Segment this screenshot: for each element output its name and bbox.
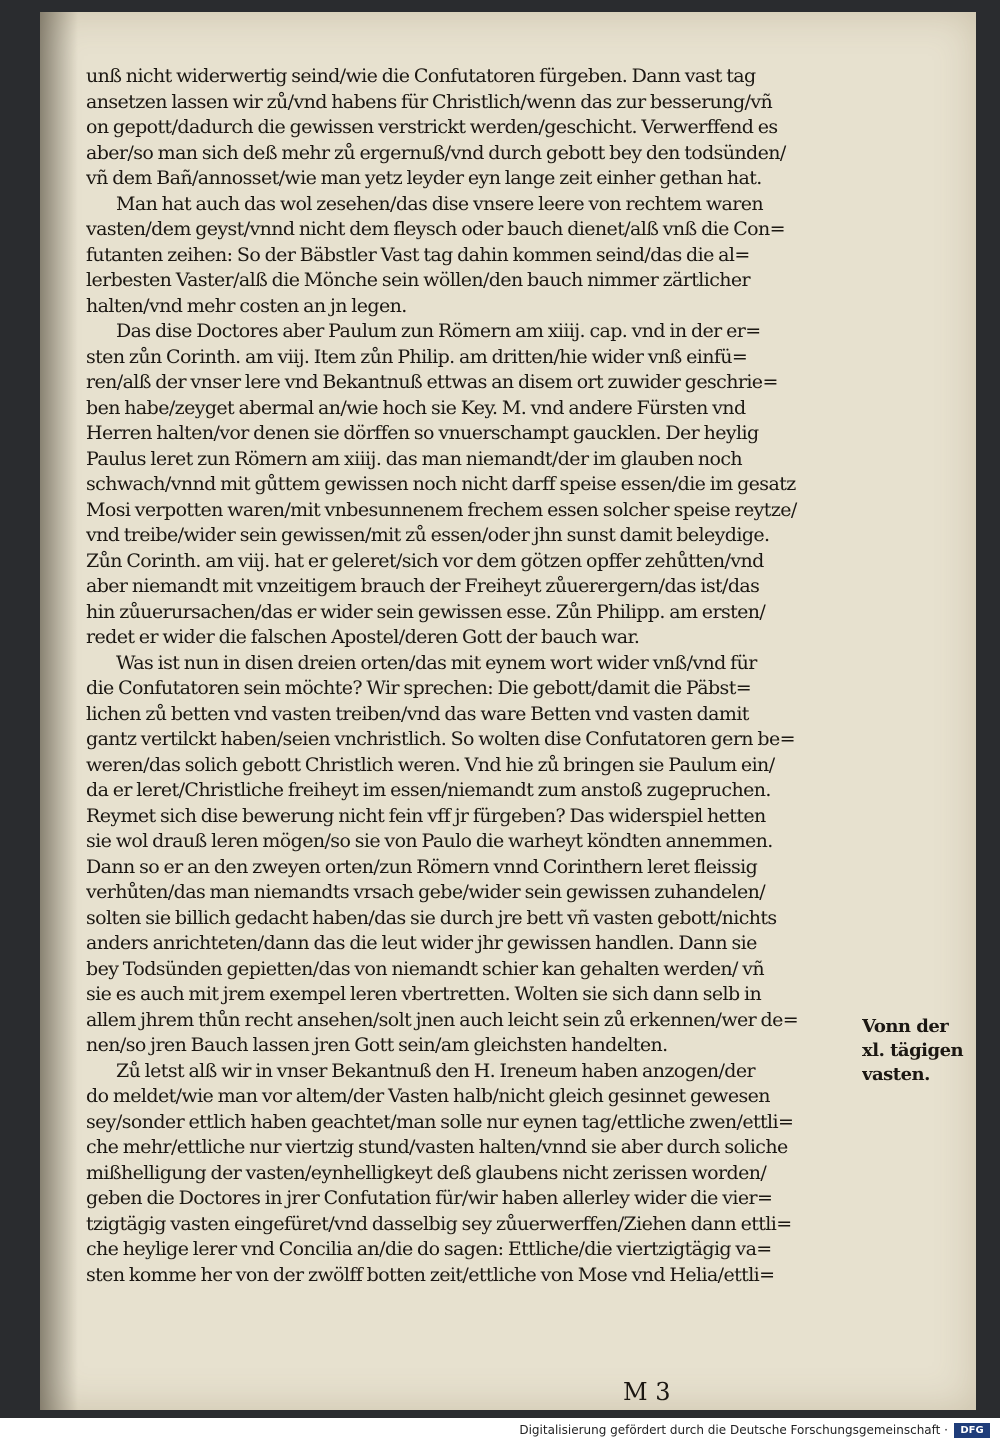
- text-line: Zůn Corinth. am viij. hat er geleret/sich vor dem götzen opffer zehůtten/vnd: [86, 549, 764, 572]
- marginal-note: [862, 1015, 972, 1087]
- text-line: weren/das solich gebott Christlich weren. Vnd hie zů bringen sie Paulum ein/: [86, 753, 775, 776]
- book-page: [40, 12, 976, 1410]
- text-line: vasten/dem geyst/vnnd nicht dem fleysch oder bauch dienet/alß vnß die Con=: [86, 218, 785, 240]
- text-line: Das dise Doctores aber Paulum zun Römern am xiiij. cap. vnd in der er=: [116, 320, 761, 342]
- body-text: [86, 64, 856, 1288]
- text-line: schwach/vnnd mit gůttem gewissen noch nicht darff speise essen/die im gesatz: [86, 473, 796, 495]
- text-line: nen/so jren Bauch lassen jren Gott sein/am gleichsten handelten.: [86, 1034, 668, 1056]
- digitization-footer: [0, 1418, 1000, 1443]
- text-line: vnd treibe/wider sein gewissen/mit zů essen/oder jhn sunst damit beleydige.: [86, 524, 770, 546]
- text-line: vñ dem Bañ/annosset/wie man yetz leyder eyn lange zeit einher gethan hat.: [86, 167, 762, 189]
- text-line: sten komme her von der zwölff botten zeit/ettliche von Mose vnd Helia/ettli=: [86, 1263, 775, 1286]
- text-line: Herren halten/vor denen sie dörffen so vnuerschampt gaucklen. Der heylig: [86, 422, 759, 444]
- text-line: hin zůuerursachen/das er wider sein gewissen esse. Zůn Philipp. am ersten/: [86, 600, 766, 623]
- text-line: ren/alß der vnser lere vnd Bekantnuß ettwas an disem ort zuwider geschrie=: [86, 371, 778, 393]
- text-line: futanten zeihen: So der Bäbstler Vast tag dahin kommen seind/das die al=: [86, 243, 750, 266]
- text-line: die Confutatoren sein möchte? Wir sprechen: Die gebott/damit die Päbst=: [86, 677, 752, 699]
- text-line: Zů letst alß wir in vnser Bekantnuß den H. Ireneum haben anzogen/der: [116, 1059, 755, 1082]
- text-line: unß nicht widerwertig seind/wie die Confutatoren fürgeben. Dann vast tag: [86, 65, 756, 87]
- text-line: do meldet/wie man vor altem/der Vasten halb/nicht gleich gesinnet gewesen: [86, 1085, 770, 1107]
- dfg-logo: DFG: [954, 1423, 990, 1438]
- text-line: sie wol drauß leren mögen/so sie von Paulo die warheyt köndten annemmen.: [86, 830, 773, 852]
- text-line: verhůten/das man niemandts vrsach gebe/wider sein gewissen zuhandelen/: [86, 881, 766, 903]
- text-line: aber/so man sich deß mehr zů ergernuß/vnd durch gebott bey den todsünden/: [86, 141, 786, 164]
- text-line: da er leret/Christliche freiheyt im essen/niemandt zum anstoß zugepruchen.: [86, 779, 771, 801]
- marginal-note-line: xl. tägigen: [862, 1040, 964, 1061]
- signature-mark: M 3: [623, 1378, 671, 1406]
- text-line: sie es auch mit jrem exempel leren vbertretten. Wolten sie sich dann selb in: [86, 983, 762, 1005]
- text-line: che mehr/ettliche nur viertzig stund/vasten halten/vnnd sie aber durch soliche: [86, 1136, 788, 1158]
- text-line: che heylige lerer vnd Concilia an/die do sagen: Ettliche/die viertzigtägig va=: [86, 1238, 772, 1260]
- gutter-shadow: [40, 12, 78, 1410]
- text-line: Paulus leret zun Römern am xiiij. das man niemandt/der im glauben noch: [86, 447, 743, 470]
- text-line: lerbesten Vaster/alß die Mönche sein wöllen/den bauch nimmer zärtlicher: [86, 269, 751, 291]
- text-line: geben die Doctores in jrer Confutation für/wir haben allerley wider die vier=: [86, 1187, 773, 1209]
- text-line: Reymet sich dise bewerung nicht fein vff jr fürgeben? Das widerspiel hetten: [86, 804, 766, 827]
- text-line: Mosi verpotten waren/mit vnbesunnenem frechem essen solcher speise reytze/: [86, 498, 797, 521]
- text-line: Dann so er an den zweyen orten/zun Römern vnnd Corinthern leret fleissig: [86, 855, 758, 878]
- text-line: allem jhrem thůn recht ansehen/solt jnen auch leicht sein zů erkennen/wer de=: [86, 1008, 799, 1031]
- text-line: sey/sonder ettlich haben geachtet/man solle nur eynen tag/ettliche zwen/ettli=: [86, 1110, 794, 1133]
- marginal-note-line: vasten.: [862, 1064, 930, 1085]
- text-line: on gepott/dadurch die gewissen verstrickt werden/geschicht. Verwerffend es: [86, 116, 778, 138]
- text-line: lichen zů betten vnd vasten treiben/vnd das ware Betten vnd vasten damit: [86, 702, 749, 725]
- marginal-note-line: Vonn der: [862, 1016, 949, 1037]
- text-line: gantz vertilckt haben/seien vnchristlich. So wolten dise Confutatoren gern be=: [86, 728, 795, 750]
- text-line: anders anrichteten/dann das die leut wider jhr gewissen handlen. Dann sie: [86, 932, 757, 954]
- funding-credit: Digitalisierung gefördert durch die Deutsche Forschungsgemeinschaft ·: [519, 1423, 948, 1437]
- text-line: bey Todsünden gepietten/das von niemandt schier kan gehalten werden/ vñ: [86, 957, 765, 980]
- text-line: ben habe/zeyget abermal an/wie hoch sie Key. M. vnd andere Fürsten vnd: [86, 396, 746, 419]
- text-line: mißhelligung der vasten/eynhelligkeyt deß glaubens nicht zerissen worden/: [86, 1161, 767, 1184]
- text-line: sten zůn Corinth. am viij. Item zůn Philip. am dritten/hie wider vnß einfü=: [86, 345, 748, 368]
- text-line: Man hat auch das wol zesehen/das dise vnsere leere von rechtem waren: [116, 192, 764, 215]
- text-line: aber niemandt mit vnzeitigem brauch der Freiheyt zůuerergern/das ist/das: [86, 575, 760, 597]
- text-line: solten sie billich gedacht haben/das sie durch jre bett vñ vasten gebott/nichts: [86, 906, 777, 929]
- text-line: ansetzen lassen wir zů/vnd habens für Christlich/wenn das zur besserung/vñ: [86, 90, 773, 113]
- text-line: halten/vnd mehr costen an jn legen.: [86, 294, 407, 317]
- text-line: redet er wider die falschen Apostel/deren Gott der bauch war.: [86, 626, 640, 648]
- text-line: tzigtägig vasten eingefüret/vnd dasselbig sey zůuerwerffen/Ziehen dann ettli=: [86, 1212, 792, 1235]
- text-line: Was ist nun in disen dreien orten/das mit eynem wort wider vnß/vnd für: [116, 651, 757, 674]
